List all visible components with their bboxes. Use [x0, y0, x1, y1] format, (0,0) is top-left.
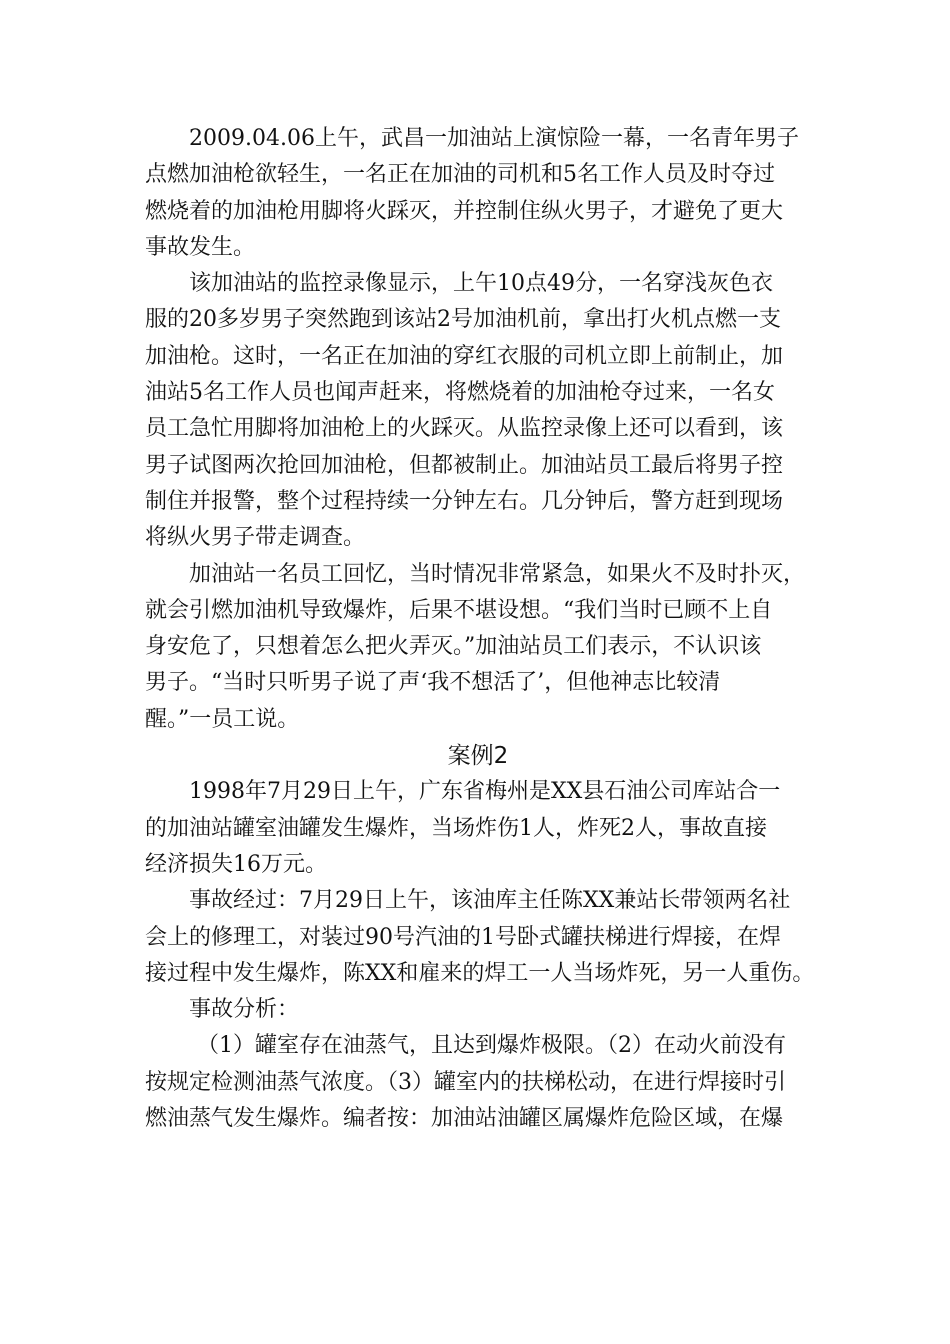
text-line: 该加油站的监控录像显示，上午10点49分，一名穿浅灰色衣	[189, 271, 773, 297]
section-heading: 案例2	[447, 743, 509, 770]
text-line: 2009.04.06上午，武昌一加油站上演惊险一幕，一名青年男子	[189, 126, 799, 151]
text-line: 男子。“当时只听男子说了声‘我不想活了’，但他神志比较清	[145, 670, 721, 696]
text-line: 事故发生。	[145, 234, 256, 260]
text-line: 加油枪。这时，一名正在加油的穿红衣服的司机立即上前制止，加	[145, 343, 784, 369]
text-line: 按规定检测油蒸气浓度。（3）罐室内的扶梯松动，在进行焊接时引	[145, 1069, 786, 1095]
text-line: 经济损失16万元。	[145, 851, 327, 877]
text-line: 事故分析：	[189, 997, 300, 1023]
text-line: 点燃加油枪欲轻生，一名正在加油的司机和5名工作人员及时夺过	[145, 162, 775, 188]
text-line: 制住并报警，整个过程持续一分钟左右。几分钟后，警方赶到现场	[145, 488, 784, 514]
text-line: 将纵火男子带走调查。	[145, 525, 366, 551]
text-line: 油站5名工作人员也闻声赶来，将燃烧着的加油枪夺过来，一名女	[145, 380, 775, 406]
text-line: 燃油蒸气发生爆炸。编者按：加油站油罐区属爆炸危险区域，在爆	[145, 1106, 784, 1132]
text-line: （1）罐室存在油蒸气，且达到爆炸极限。（2）在动火前没有	[197, 1033, 786, 1059]
text-line: 燃烧着的加油枪用脚将火踩灭，并控制住纵火男子，才避免了更大	[145, 198, 784, 224]
text-line: 接过程中发生爆炸，陈XX和雇来的焊工一人当场炸死，另一人重伤。	[145, 960, 815, 986]
text-line: 身安危了，只想着怎么把火弄灭。”加油站员工们表示，不认识该	[145, 634, 762, 660]
text-line: 的加油站罐室油罐发生爆炸，当场炸伤1人，炸死2人，事故直接	[145, 815, 767, 841]
text-line: 加油站一名员工回忆，当时情况非常紧急，如果火不及时扑灭，	[189, 561, 806, 587]
document-page	[145, 121, 815, 1137]
text-line: 男子试图两次抢回加油枪，但都被制止。加油站员工最后将男子控	[145, 452, 784, 478]
text-line: 服的20多岁男子突然跑到该站2号加油机前，拿出打火机点燃一支	[145, 307, 781, 333]
text-line: 会上的修理工，对装过90号汽油的1号卧式罐扶梯进行焊接，在焊	[145, 924, 781, 950]
text-line: 醒。”一员工说。	[145, 706, 300, 732]
text-line: 员工急忙用脚将加油枪上的火踩灭。从监控录像上还可以看到，该	[145, 416, 784, 442]
text-line: 事故经过：7月29日上午，该油库主任陈XX兼站长带领两名社	[189, 888, 791, 914]
text-line: 就会引燃加油机导致爆炸，后果不堪设想。“我们当时已顾不上自	[145, 597, 773, 623]
text-line: 1998年7月29日上午，广东省梅州是XX县石油公司库站合一	[189, 779, 781, 805]
